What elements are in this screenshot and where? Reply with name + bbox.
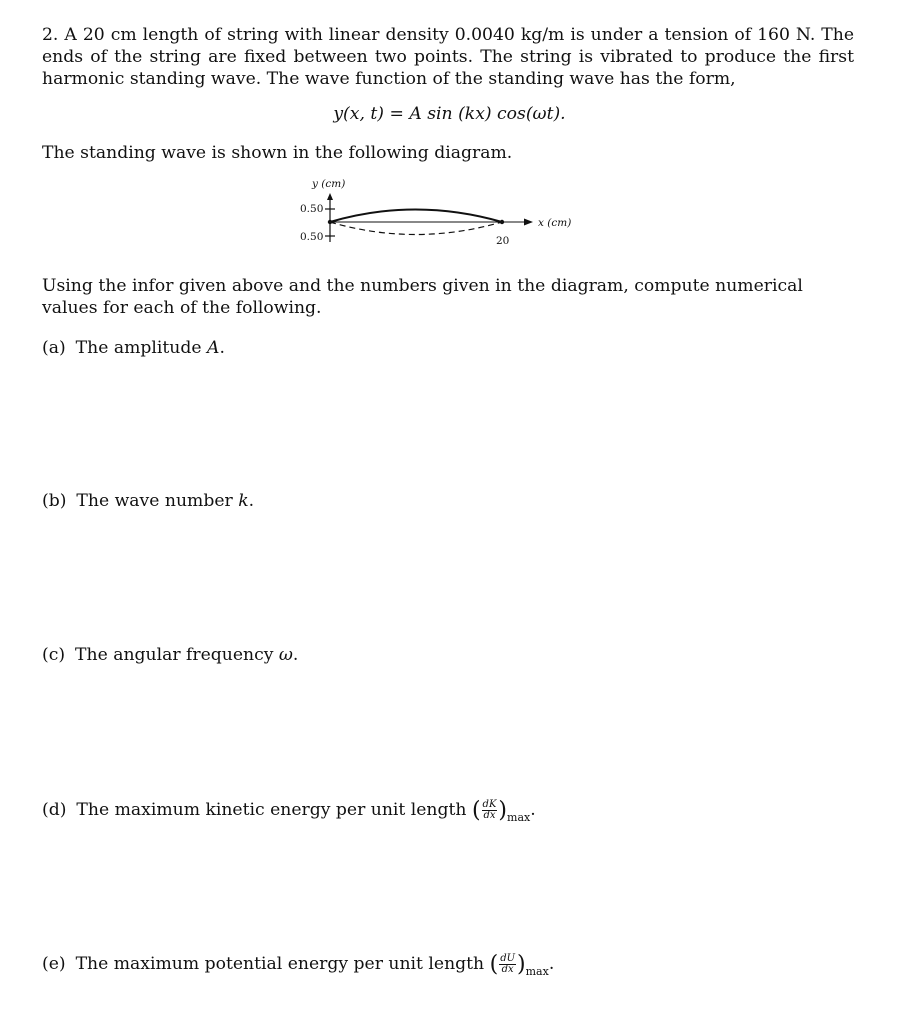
equation-lhs: y(x, t) xyxy=(333,104,384,124)
equation-rhs: A sin (kx) cos(ωt). xyxy=(409,104,566,124)
bottom-tick-label: 0.50 xyxy=(300,231,324,243)
part-e-marker: (e) xyxy=(42,954,66,974)
part-e-text: The maximum potential energy per unit length xyxy=(75,954,485,974)
part-c-text: The angular frequency xyxy=(75,645,274,665)
equation-equals: = xyxy=(389,104,404,124)
part-e-frac-num: dU xyxy=(500,953,516,964)
part-d-marker: (d) xyxy=(42,800,67,820)
standing-wave-svg xyxy=(290,170,590,260)
part-b-marker: (b) xyxy=(42,491,67,511)
part-b xyxy=(42,491,254,511)
part-d-close-paren: ) xyxy=(498,798,508,823)
y-axis-arrow xyxy=(327,193,333,200)
part-a-end: . xyxy=(219,338,225,358)
x-axis-label: x (cm) xyxy=(538,217,572,229)
part-b-text: The wave number xyxy=(76,491,233,511)
standing-wave-diagram xyxy=(290,170,590,260)
string-end-label: 20 xyxy=(496,235,510,247)
part-d-text: The maximum kinetic energy per unit length xyxy=(76,800,467,820)
part-d-frac-num: dK xyxy=(482,799,497,810)
wave-equation xyxy=(0,104,899,124)
part-a-symbol: A xyxy=(207,338,220,358)
part-e-fraction xyxy=(499,954,516,975)
part-b-symbol: k xyxy=(238,491,249,511)
problem-number: 2. xyxy=(42,25,59,45)
part-c xyxy=(42,645,298,665)
part-c-symbol: ω xyxy=(278,645,293,665)
top-tick-label: 0.50 xyxy=(300,203,324,215)
part-d xyxy=(42,798,536,824)
node-left xyxy=(328,220,332,224)
instructions: Using the infor given above and the numbers given in the diagram, compute numerical values for each of the following. xyxy=(42,276,803,318)
part-e-subscript: max xyxy=(525,965,549,978)
part-d-frac-den: dx xyxy=(483,810,496,821)
part-a xyxy=(42,338,225,358)
part-a-marker: (a) xyxy=(42,338,66,358)
part-d-fraction xyxy=(482,800,498,821)
node-right xyxy=(500,220,504,224)
part-e-close-paren: ) xyxy=(517,952,526,977)
diagram-intro: The standing wave is shown in the following diagram. xyxy=(42,143,513,163)
part-d-open-paren: ( xyxy=(471,798,481,823)
part-b-end: . xyxy=(248,491,255,511)
part-d-subscript: max xyxy=(507,811,531,824)
part-a-text: The amplitude xyxy=(75,338,202,358)
part-e xyxy=(42,952,554,978)
part-c-end: . xyxy=(292,645,299,665)
part-e-open-paren: ( xyxy=(489,952,499,977)
part-e-frac-den: dx xyxy=(501,964,514,975)
problem-statement xyxy=(42,24,854,90)
wave-upper-curve xyxy=(330,210,502,223)
problem-text: A 20 cm length of string with linear density 0.0040 kg/m is under a tension of 160 N. The ends of the string are fixed between two points. The string is vibrated to produce the first harmonic standing wave. The wave function of the standing wave has the form, xyxy=(42,25,854,89)
wave-lower-curve xyxy=(330,222,502,235)
part-c-marker: (c) xyxy=(42,645,66,665)
y-axis-label: y (cm) xyxy=(312,178,346,190)
x-axis-arrow xyxy=(524,219,533,226)
part-d-end: . xyxy=(530,800,536,820)
part-e-end: . xyxy=(548,954,555,974)
